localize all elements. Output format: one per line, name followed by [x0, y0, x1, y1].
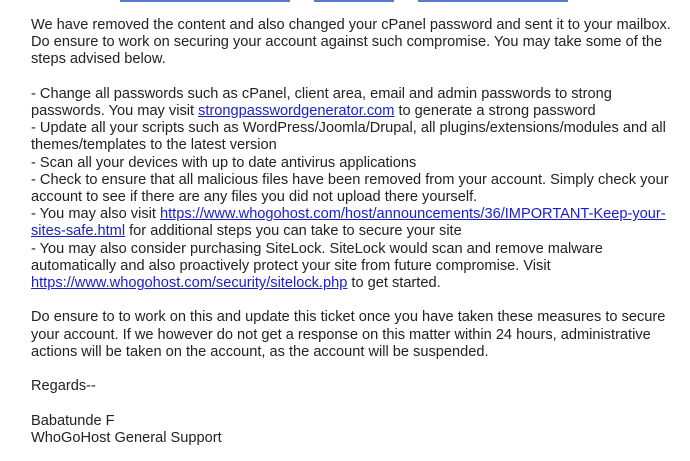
step-text: for additional steps you can take to secure your site: [125, 223, 462, 240]
keep-sites-safe-link[interactable]: https://www.whogohost.com/host/announcements/36/IMPORTANT-Keep-your-sites-safe.html: [31, 206, 666, 240]
step-change-passwords: [31, 86, 679, 120]
step-text: - You may also visit: [31, 206, 160, 223]
step-sitelock: [31, 241, 679, 293]
paragraph-spacer: [31, 292, 679, 309]
cropped-underline-segment: [314, 0, 394, 2]
cropped-underline-segment: [418, 0, 568, 2]
step-update-scripts: - Update all your scripts such as WordPress/Joomla/Drupal, all plugins/extensions/modules and all themes/templates to the latest version: [31, 120, 666, 154]
cropped-link-underline: [120, 0, 600, 4]
step-scan-devices: - Scan all your devices with up to date antivirus applications: [31, 154, 417, 171]
regards-line: Regards--: [31, 378, 96, 395]
step-check-files: - Check to ensure that all malicious files have been removed from your account. Simply check your account to see if there are any files you did not upload there yourself.: [31, 171, 669, 206]
step-visit-announcement: [31, 206, 679, 240]
signature-name: Babatunde F: [31, 412, 115, 429]
cropped-underline-segment: [120, 0, 290, 2]
paragraph-spacer: [31, 395, 679, 412]
step-text: - Change all passwords such as cPanel, client area, email and admin passwords to strong passwords. You may visit: [31, 85, 612, 119]
step-text: - You may also consider purchasing SiteLock. SiteLock would scan and remove malware automatically and also proactively protect your site from future compromise. Visit: [31, 240, 603, 274]
email-message-body: [31, 17, 679, 447]
paragraph-spacer: [31, 69, 679, 86]
signature-team: WhoGoHost General Support: [31, 429, 222, 446]
step-text: to get started.: [347, 275, 441, 292]
sitelock-link[interactable]: https://www.whogohost.com/security/sitelock.php: [31, 275, 348, 292]
step-text: to generate a strong password: [394, 103, 596, 119]
intro-paragraph: We have removed the content and also changed your cPanel password and sent it to your mailbox. Do ensure to work on securing your account against such compromise. You may take some of the steps advised below.: [31, 17, 671, 68]
closing-paragraph: Do ensure to to work on this and update this ticket once you have taken these measures to secure your account. If we however do not get a response on this matter within 24 hours, administrative actions will be taken on the account, as the account will be suspended.: [31, 309, 666, 360]
strong-password-generator-link[interactable]: strongpasswordgenerator.com: [198, 103, 395, 119]
paragraph-spacer: [31, 361, 679, 378]
